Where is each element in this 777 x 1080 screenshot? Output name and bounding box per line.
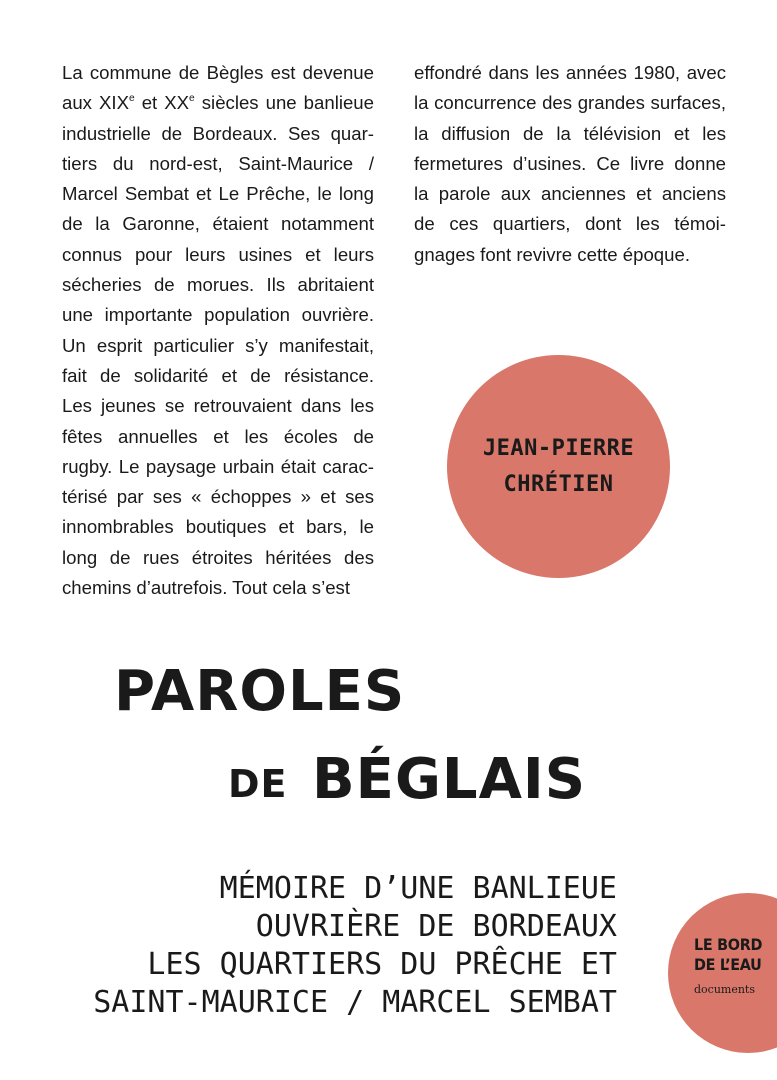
blurb-line: rugby. Le paysage urbain était carac- xyxy=(62,455,374,477)
book-title-line-1: PAROLES xyxy=(114,659,406,724)
blurb-line: la diffusion de la télévision et les xyxy=(414,122,726,144)
blurb-line: La commune de Bègles est devenue xyxy=(62,62,374,83)
blurb-line: innombrables boutiques et bars, le xyxy=(62,516,374,538)
blurb-line: de la Garonne, étaient notamment xyxy=(62,213,374,235)
blurb-line: fermetures d’usines. Ce livre donne xyxy=(414,152,726,174)
subtitle-line: SAINT-MAURICE / MARCEL SEMBAT xyxy=(93,985,617,1020)
blurb-line: tiers du nord-est, Saint-Maurice / xyxy=(62,152,374,174)
blurb-line: fait de solidarité et de résistance. xyxy=(62,364,374,386)
author-last-name: CHRÉTIEN xyxy=(503,471,614,497)
blurb-column-left xyxy=(62,58,374,603)
subtitle-line: OUVRIÈRE DE BORDEAUX xyxy=(255,909,617,944)
book-subtitle xyxy=(93,870,617,1022)
blurb-line: de ces quartiers, dont les témoi- xyxy=(414,213,726,235)
publisher-collection: documents xyxy=(694,983,755,996)
subtitle-line: MÉMOIRE D’UNE BANLIEUE xyxy=(219,871,617,906)
blurb-line: chemins d’autrefois. Tout cela s’est xyxy=(62,577,351,599)
blurb-line: long de rues étroites héritées des xyxy=(62,546,374,568)
blurb-line: Les jeunes se retrouvaient dans les xyxy=(62,395,374,417)
blurb-line: connus pour leurs usines et leurs xyxy=(62,243,374,265)
blurb-line: Marcel Sembat et Le Prêche, le long xyxy=(62,183,374,205)
blurb-line: la parole aux anciennes et anciens xyxy=(414,183,726,205)
publisher-logo xyxy=(694,935,762,975)
blurb-line: une importante population ouvrière. xyxy=(62,304,374,326)
blurb-line: fêtes annuelles et les écoles de xyxy=(62,425,374,447)
book-title-line-2: BÉGLAIS xyxy=(312,747,587,812)
blurb-line: gnages font revivre cette époque. xyxy=(414,243,690,265)
author-badge xyxy=(447,355,670,578)
blurb-line: effondré dans les années 1980, avec xyxy=(414,62,726,83)
blurb-column-right xyxy=(414,58,726,270)
publisher-name-line-1: LE BORD xyxy=(694,935,763,954)
blurb-line: sécheries de morues. Ils abritaient xyxy=(62,274,374,296)
subtitle-line: LES QUARTIERS DU PRÊCHE ET xyxy=(147,947,617,982)
blurb-line: térisé par ses « échoppes » et ses xyxy=(62,486,374,508)
blurb-line: la concurrence des grandes surfaces, xyxy=(414,92,726,114)
blurb-line: Un esprit particulier s’y manifestait, xyxy=(62,334,374,356)
author-first-name: JEAN-PIERRE xyxy=(482,435,635,461)
blurb-line: industrielle de Bordeaux. Ses quar- xyxy=(62,122,374,144)
blurb-line: aux XIXe et XXe siècles une banlieue xyxy=(62,92,374,114)
book-title-prefix: DE xyxy=(228,762,288,806)
publisher-name-line-2: DE L’EAU xyxy=(694,955,762,974)
